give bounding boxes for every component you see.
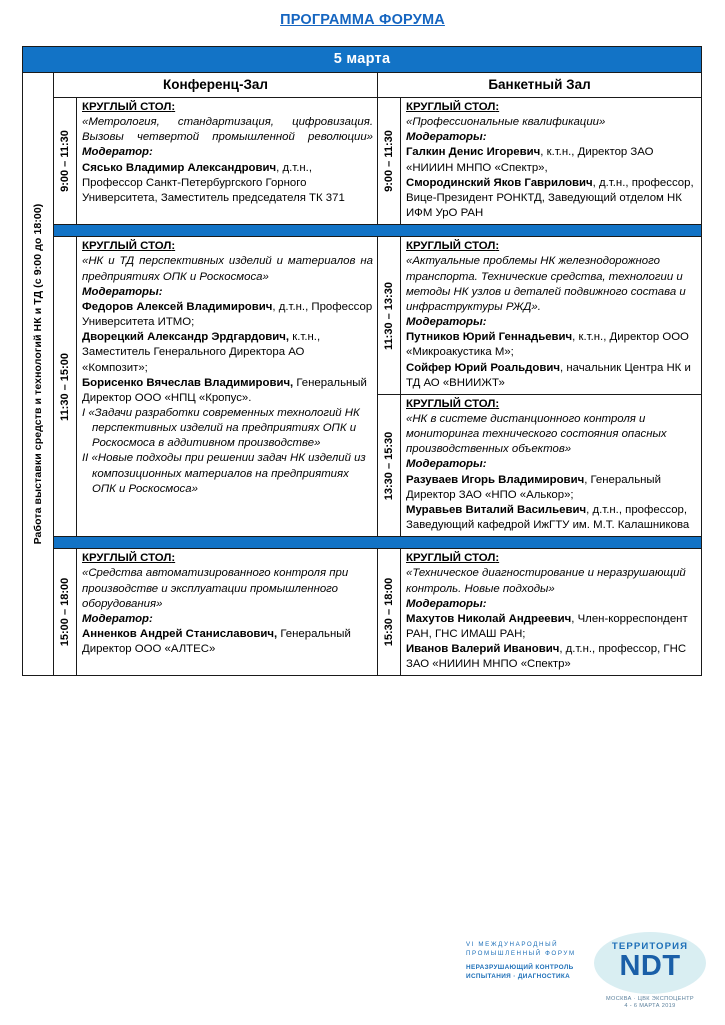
moderators-label: Модераторы: <box>406 597 487 610</box>
schedule-band-3 <box>54 549 701 675</box>
schedule-band-1 <box>54 98 701 224</box>
session-content <box>77 98 377 224</box>
forum-logo-line4: ИСПЫТАНИЯ · ДИАГНОСТИКА <box>466 972 571 980</box>
session-time <box>54 237 77 536</box>
session-block <box>378 98 701 224</box>
session-content <box>77 237 377 536</box>
band-1-hall-1 <box>54 98 378 224</box>
session-block <box>378 237 701 394</box>
moderator-person: Путников Юрий Геннадьевич, к.т.н., Директор ООО «Микроакустика М»; <box>406 331 689 359</box>
session-block <box>378 549 701 675</box>
round-table-label: КРУГЛЫЙ СТОЛ: <box>82 552 176 565</box>
table-body <box>23 73 701 675</box>
session-block <box>54 549 377 675</box>
session-topic: «Метрология, стандартизация, цифровизация. Вызовы четвертой промышленной революции» Модератор: <box>82 116 373 159</box>
hall-header-banquet: Банкетный Зал <box>488 77 591 92</box>
moderator-person: Борисенко Вячеслав Владимирович, Генеральный Директор ООО «НПЦ «Кропус». <box>82 376 367 404</box>
round-table-label: КРУГЛЫЙ СТОЛ: <box>406 552 500 565</box>
moderator-person: Сясько Владимир Александрович, д.т.н., Профессор Санкт-Петербургского Горного Университета, Заместитель председателя ТК 371 <box>82 161 345 204</box>
date-header: 5 марта <box>23 47 701 73</box>
band-3-hall-1 <box>54 549 378 675</box>
page-title: ПРОГРАММА ФОРУМА <box>280 12 445 28</box>
ndt-logo-text: NDT <box>619 950 681 982</box>
session-block <box>378 394 701 536</box>
session-time <box>54 549 77 675</box>
session-time <box>378 237 401 394</box>
hall-header-row <box>54 73 701 98</box>
session-time <box>54 98 77 224</box>
session-topic: «Актуальные проблемы НК железнодорожного транспорта. Технические средства, технологии и методы НК узлов и деталей подвижного состава и инфраструктуры РЖД». <box>406 255 686 313</box>
ndt-logo-territory: ТЕРРИТОРИЯ <box>611 941 689 952</box>
session-time-text: 11:30 – 15:00 <box>59 352 71 421</box>
moderators-label: Модераторы: <box>82 285 163 298</box>
round-table-label: КРУГЛЫЙ СТОЛ: <box>406 240 500 253</box>
exhibition-side-label-text: Работа выставки средств и технологий НК и ТД (с 9:00 до 18:00) <box>32 203 44 545</box>
moderators-label: Модераторы: <box>406 131 487 144</box>
hall-header-conference: Конференц-Зал <box>54 73 378 97</box>
exhibition-side-label <box>23 73 54 675</box>
schedule-band-2 <box>54 237 701 536</box>
session-time-text: 11:30 – 13:30 <box>383 281 395 350</box>
session-block <box>54 237 377 536</box>
round-table-label: КРУГЛЫЙ СТОЛ: <box>82 101 176 113</box>
moderator-person: Галкин Денис Игоревич, к.т.н., Директор ЗАО «НИИИН МНПО «Спектр», <box>406 146 654 174</box>
session-time-text: 15:30 – 18:00 <box>383 578 395 647</box>
moderator-person: Иванов Валерий Иванович, д.т.н., профессор, ГНС ЗАО «НИИИН МНПО «Спектр» <box>406 643 687 671</box>
subtopic-item: I «Задачи разработки современных технологий НК перспективных изделий на предприятиях ОПК и Роскосмоса в аддитивном производстве» <box>82 406 360 450</box>
forum-logo-wordmark <box>466 940 588 981</box>
session-time <box>378 98 401 224</box>
session-content <box>77 549 377 675</box>
band-2-hall-1 <box>54 237 378 536</box>
round-table-label: КРУГЛЫЙ СТОЛ: <box>406 101 500 113</box>
moderator-person: Дворецкий Александр Эрдгардович, к.т.н., Заместитель Генерального Директора АО «Композит»; <box>82 331 321 374</box>
moderator-person: Сойфер Юрий Роальдович, начальник Центра НК и ТД АО «ВНИИЖТ» <box>406 361 691 389</box>
forum-logo <box>466 932 706 1018</box>
band-1-hall-2 <box>378 98 701 224</box>
session-time <box>378 549 401 675</box>
session-time <box>378 395 401 536</box>
session-topic: «НК в системе дистанционного контроля и мониторинга технического состояния опасных производственных объектов» <box>406 412 667 456</box>
moderator-person: Анненков Андрей Станиславович, Генеральный Директор ООО «АЛТЕС» <box>82 628 351 656</box>
session-topic: «НК и ТД перспективных изделий и материалов на предприятиях ОПК и Роскосмоса» <box>82 255 373 283</box>
session-content <box>401 237 701 394</box>
session-topic: «Средства автоматизированного контроля при производстве и эксплуатации промышленного оборудования» <box>82 567 349 610</box>
session-content <box>401 549 701 675</box>
moderators-label: Модераторы: <box>406 316 487 329</box>
session-topic: «Техническое диагностирование и неразрушающий контроль. Новые подходы» <box>406 567 686 595</box>
round-table-label: КРУГЛЫЙ СТОЛ: <box>82 240 176 253</box>
forum-logo-line2: ПРОМЫШЛЕННЫЙ ФОРУМ <box>466 950 576 958</box>
band-separator <box>54 224 701 237</box>
moderators-label: Модераторы: <box>406 458 487 471</box>
forum-logo-line3: НЕРАЗРУШАЮЩИЙ КОНТРОЛЬ <box>466 963 574 971</box>
forum-logo-line1: VI МЕЖДУНАРОДНЫЙ <box>466 941 559 948</box>
session-topic: «Профессиональные квалификации» <box>406 116 606 129</box>
session-time-text: 9:00 – 11:30 <box>383 130 395 193</box>
session-content <box>401 98 701 224</box>
ndt-logo-badge <box>594 932 706 994</box>
moderator-person: Разуваев Игорь Владимирович, Генеральный Директор ЗАО «НПО «Алькор»; <box>406 473 661 501</box>
program-table <box>22 46 702 676</box>
round-table-label: КРУГЛЫЙ СТОЛ: <box>406 397 500 410</box>
band-2-hall-2 <box>378 237 701 536</box>
session-block <box>54 98 377 224</box>
session-time-text: 15:00 – 18:00 <box>59 578 71 647</box>
band-3-hall-2 <box>378 549 701 675</box>
ndt-logo-dates: 4 - 6 МАРТА 2019 <box>624 1003 676 1009</box>
moderator-label: Модератор: <box>82 146 153 159</box>
moderator-person: Смородинский Яков Гаврилович, д.т.н., профессор, Вице-Президент РОНКТД, Заведующий отделом НК ИФМ УрО РАН <box>406 176 694 220</box>
subtopic-item: II «Новые подходы при решении задач НК изделий из композиционных материалов на предприятиях ОПК и Роскосмоса» <box>82 452 366 495</box>
halls-area <box>54 73 701 675</box>
band-separator <box>54 536 701 549</box>
session-time-text: 9:00 – 11:30 <box>59 130 71 193</box>
moderator-person: Муравьев Виталий Васильевич, д.т.н., профессор, Заведующий кафедрой ИжГТУ им. М.Т. Калашникова <box>406 503 690 532</box>
session-content <box>401 395 701 536</box>
session-time-text: 13:30 – 15:30 <box>383 431 395 500</box>
ndt-logo-venue: МОСКВА · ЦВК ЭКСПОЦЕНТР <box>606 996 694 1002</box>
moderator-person: Федоров Алексей Владимирович, д.т.н., Профессор Университета ИТМО; <box>82 300 373 329</box>
moderator-person: Махутов Николай Андреевич, Член-корреспондент РАН, ГНС ИМАШ РАН; <box>406 612 688 640</box>
moderator-label: Модератор: <box>82 612 153 625</box>
